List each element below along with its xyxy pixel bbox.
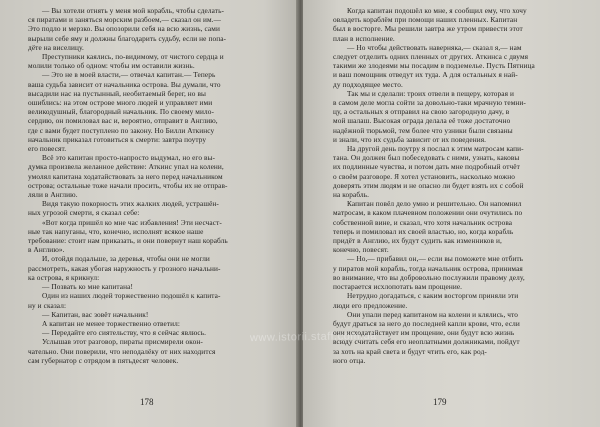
text-line: ных угрозой смерти, я сказал себе: <box>28 208 140 218</box>
text-line: тана. Он должен был побеседовать с ними, узнать, каковы <box>333 153 520 163</box>
text-line: был в восторге. Мы решили завтра же утром привести этот <box>333 24 523 34</box>
text-line: ошиблись: на этом острове много людей и управляет ими <box>28 98 213 108</box>
text-line: Капитан повёл дело умно и решительно. Он напомнил <box>347 199 522 209</box>
text-line: где с вами будет поступлено по закону. Но Билли Аткинсу <box>28 125 215 135</box>
text-line: молили только об одном: чтобы им оставили жизнь. <box>28 61 195 71</box>
text-line: доверять этим людям и не опасно ли будет взять их с собой <box>333 180 524 190</box>
text-line: матросам, в каком плачевном положении они очутились по <box>333 208 523 218</box>
text-line: ка острова, я крикнул: <box>28 272 100 282</box>
text-line: думка произвела желанное действие: Аткинс упал на колени, <box>28 162 224 172</box>
text-line: собственной вине, и сказал, что хотя начальник острова <box>333 217 513 227</box>
text-line: надёжной тюрьмой, тем более что узники были связаны <box>333 125 513 135</box>
text-line: — Это не в моей власти,— отвечал капитан.— Теперь <box>42 70 216 80</box>
text-line: великодушный, благородный начальник. По своему мило- <box>28 107 215 117</box>
text-line: На другой день поутру я послал к этим матросам капи- <box>347 144 524 154</box>
left-page-number: 178 <box>140 397 154 407</box>
text-line: Один из наших людей торжественно подошёл к капита- <box>42 291 221 301</box>
text-line: рассмотреть, какая убогая наружность у грозного начальни- <box>28 263 221 273</box>
text-line: Это подло и мерзко. Вы опозорили себя на всю жизнь, сами <box>28 24 220 34</box>
text-line: ся пиратами и заняться морским разбоем,— сказал он им.— <box>28 15 221 25</box>
text-line: о своём разговоре. Я хотел установить, насколько можно <box>333 171 516 181</box>
text-line: — Но,— прибавил он,— если вы поможете мне отбить <box>347 254 524 264</box>
text-line: чательно. Они поверили, что неподалёку от них находится <box>28 346 216 356</box>
text-line: придёт в Англию, их будут судить как изменников и, <box>333 236 502 246</box>
text-line: они исходатайствует им прощение, они будут всю жизнь <box>333 328 515 338</box>
text-line: и ваш помощник отведут их туда. А для остальных я най- <box>333 70 518 80</box>
text-line: и знали, что их судьба зависит от их поведения. <box>333 134 487 144</box>
text-line: цу, а остальных я отправил на свою загородную дачу, в <box>333 107 510 117</box>
text-line: — Вы хотели отнять у меня мой корабль, чтобы сделать- <box>42 6 225 15</box>
right-page-text <box>333 6 588 365</box>
text-line: — Но чтобы действовать наверняка,— сказал я,— нам <box>347 42 522 52</box>
text-line: ные так напуганы, что, конечно, исполнят всякое наше <box>28 226 204 236</box>
text-line: в самом деле могла сойти за довольно-таки мрачную темни- <box>333 98 526 108</box>
text-line: следует отделить одних пленных от других. Аткинса с двумя <box>333 52 529 62</box>
right-page-number: 179 <box>433 397 447 407</box>
text-line: Услышав этот разговор, пираты присмирели окон- <box>42 337 203 347</box>
right-page <box>303 0 600 427</box>
text-line: дёте на виселицу. <box>28 42 84 52</box>
text-line: «Вот когда пришёл ко мне час избавления! Эти несчаст- <box>42 217 222 227</box>
text-line: Нетрудно догадаться, с каким восторгом приняли эти <box>347 291 519 301</box>
text-line: мой шалаш. Высокая ограда делала её тоже достаточно <box>333 116 511 126</box>
text-line: Так мы и сделали: троих отвели в пещеру, которая и <box>347 88 515 98</box>
text-line: всюду считать себя его неоплатными должниками, пойдут <box>333 337 520 347</box>
text-line: умолял капитана ходатайствовать за него перед начальником <box>28 171 223 181</box>
text-line: постарается исхлопотать вам прощение. <box>333 282 463 292</box>
text-line: ваша судьба зависит от начальника острова. Вы думали, что <box>28 79 221 89</box>
text-line: А капитан не менее торжественно ответил: <box>42 318 181 328</box>
text-line: план в исполнение. <box>333 33 395 43</box>
text-line: начальник приказал готовиться к смерти: завтра поутру <box>28 134 207 144</box>
text-line: сердию, он помиловал вас и, вероятно, отправит в Англию, <box>28 116 218 126</box>
text-line: сам губернатор с отрядом в пятьдесят человек. <box>28 355 179 365</box>
watermark-text: www.istorii.staff.com.ua <box>249 329 377 345</box>
text-line: конечно, повесят. <box>333 245 389 255</box>
text-line: — Капитан, вас зовёт начальник! <box>42 309 149 319</box>
text-line: — Позвать ко мне капитана! <box>42 282 133 292</box>
text-line: Преступники каялись, по-видимому, от чистого сердца и <box>42 52 224 62</box>
text-line: ну и сказал: <box>28 300 67 310</box>
text-line: — Передайте его сиятельству, что я сейчас явлюсь. <box>42 328 207 338</box>
text-line: будут драться за него до последней капли крови, что, если <box>333 318 520 328</box>
text-line: ляли в Англию. <box>28 190 78 200</box>
text-line: высадили нас на пустынный, необитаемый берег, но вы <box>28 88 207 98</box>
text-line: Всё это капитан просто-напросто выдумал, но его вы- <box>42 153 216 163</box>
left-page-text <box>28 6 286 365</box>
text-line: теперь и помиловал их своей властью, но, когда корабль <box>333 226 514 236</box>
text-line: вырыли себе яму и должны благодарить судьбу, если не попа- <box>28 33 227 43</box>
text-line: за хоть на край света и будут чтить его, как род- <box>333 346 487 356</box>
text-line: И, отойдя подальше, за деревья, чтобы они не могли <box>42 254 210 264</box>
text-line: их подлинные чувства, и потом дать мне подробный отчёт <box>333 162 520 172</box>
text-line: в Англию». <box>28 245 65 255</box>
text-line: такими же злодеями мы посадим в подземелье. Пусть Пятница <box>333 61 535 71</box>
text-line: овладеть кораблём при помощи наших пленных. Капитан <box>333 15 518 25</box>
text-line: Они упали перед капитаном на колени и клялись, что <box>347 309 519 319</box>
text-line: Когда капитан подошёл ко мне, я сообщил ему, что хочу <box>347 6 527 15</box>
text-line: у пиратов мой корабль, тогда начальник острова, принимая <box>333 263 523 273</box>
text-line: люди его предложение. <box>333 300 408 310</box>
text-line: ного отца. <box>333 355 366 365</box>
text-line: острова; остальные тоже начали просить, чтобы их не отправ- <box>28 180 228 190</box>
text-line: на корабль. <box>333 190 370 200</box>
text-line: Видя такую покорность этих жалких людей, устрашён- <box>42 199 219 209</box>
text-line: требование: стоит нам приказать, и они повернут наш корабль <box>28 236 228 246</box>
text-line: во внимание, что вы добровольно послужили правому делу, <box>333 272 525 282</box>
text-line: его повесят. <box>28 144 67 154</box>
text-line: ду подходящее место. <box>333 79 403 89</box>
